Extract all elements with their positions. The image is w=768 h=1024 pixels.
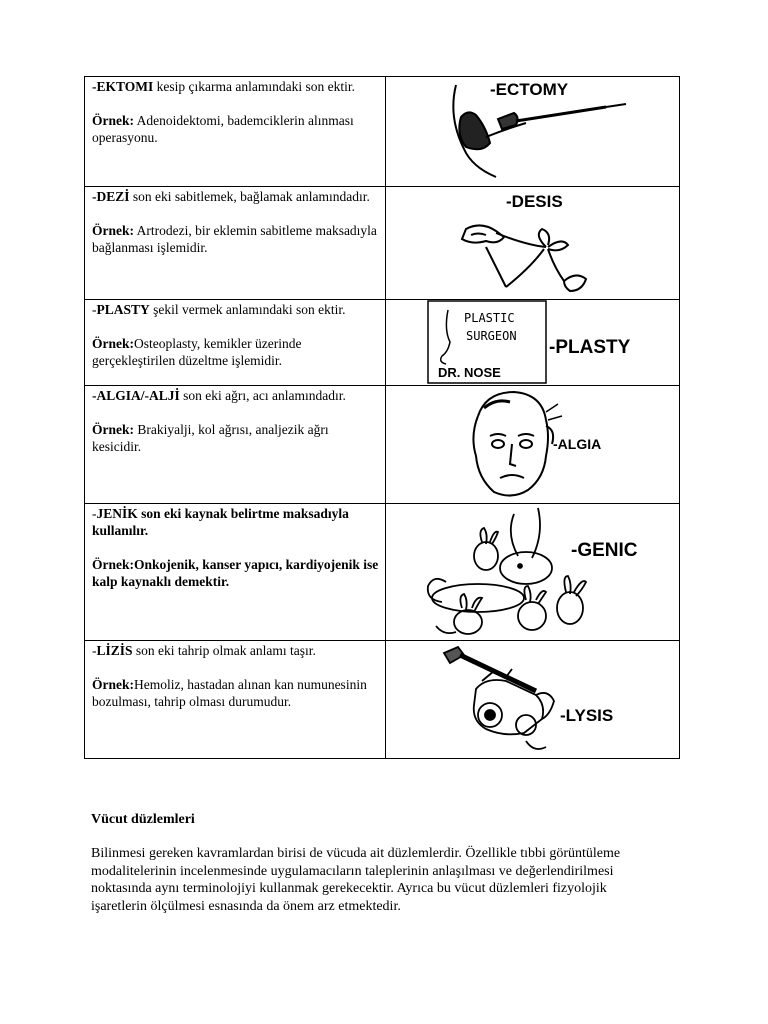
man-in-pain-face-icon (473, 392, 562, 496)
suffix-term: -ALGIA/-ALJİ (92, 388, 180, 403)
example-label: Örnek: (92, 336, 134, 351)
section-body: Bilinmesi gereken kavramlardan birisi de vücuda ait düzlemlerdir. Özellikle tıbbi görüntüleme modalitelerinin incelenmesinde uygulamacıların taleplerinin anlaşılması ve değerlendirilmesi noktasında aynı terminolojiyi kullanmak gerekecektir. Ayrıca bu vücut düzlemleri fizyolojik işaretlerin ölçülmesi esnasında da önem arz etmektedir. (91, 846, 621, 914)
suffix-table (84, 76, 680, 759)
definition-cell (85, 641, 386, 758)
rabbits-icon (428, 508, 586, 634)
example-text: Onkojenik, kanser yapıcı, kardiyojenik ise kalp kaynaklı demektir. (92, 557, 379, 589)
sign-line-1: PLASTIC (464, 311, 515, 325)
example-text: Artrodezi, bir eklemin sabitleme maksadıyla bağlanması işlemidir. (92, 223, 377, 255)
illustration-cell (386, 641, 679, 758)
suffix-prefix: - (92, 506, 97, 521)
suffix-meaning: son eki sabitlemek, bağlamak anlamındadır. (129, 189, 370, 204)
suffix-meaning: şekil vermek anlamındaki son ektir. (149, 302, 346, 317)
suffix-row-algia (85, 385, 679, 503)
definition-cell (85, 300, 386, 385)
suffix-prefix: - (92, 302, 97, 317)
suffix-meaning: son eki ağrı, acı anlamındadır. (179, 388, 346, 403)
example-text: Brakiyalji, kol ağrısı, analjezik ağrı kesicidir. (92, 422, 329, 454)
illustration-cell (386, 77, 679, 186)
suffix-row-plasty (85, 299, 679, 385)
suffix-meaning: kesip çıkarma anlamındaki son ektir. (153, 79, 355, 94)
car-crash-icon (444, 647, 554, 749)
illustration-cell (386, 187, 679, 299)
suffix-row-dezi (85, 186, 679, 299)
suffix-term: PLASTY (96, 302, 150, 317)
definition-cell (85, 77, 386, 186)
illustration-cell (386, 386, 679, 503)
suffix-term: -EKTOMI (92, 79, 154, 94)
illustration-label: -ECTOMY (490, 80, 569, 99)
illustration-cell (386, 300, 679, 385)
example-label: Örnek: (92, 557, 134, 572)
suffix-term: -DEZİ (92, 189, 130, 204)
illustration-label: -DESIS (506, 192, 563, 211)
example-label: Örnek: (92, 677, 134, 692)
definition-cell (85, 504, 386, 640)
plastic-surgeon-sign-icon (428, 301, 546, 383)
example-text: Adenoidektomi, bademciklerin alınması operasyonu. (92, 113, 354, 145)
sign-line-2: SURGEON (466, 329, 517, 343)
suffix-meaning: son eki tahrip olmak anlamı taşır. (132, 643, 316, 658)
section-title: Vücut düzlemleri (91, 812, 195, 827)
example-text: Hemoliz, hastadan alınan kan numunesinin bozulması, tahrip olması durumudur. (92, 677, 367, 709)
suffix-term: JENİK son eki kaynak belirtme maksadıyla kullanılır. (92, 506, 349, 538)
example-label: Örnek: (92, 223, 134, 238)
suffix-row-ektomi (85, 77, 679, 186)
example-text: Osteoplasty, kemikler üzerinde gerçekleştirilen düzeltme işlemidir. (92, 336, 302, 368)
example-label: Örnek: (92, 113, 134, 128)
suffix-row-lizis (85, 640, 679, 758)
definition-cell (85, 386, 386, 503)
definition-cell (85, 187, 386, 299)
illustration-label: -GENIC (571, 540, 638, 561)
suffix-row-jenik (85, 503, 679, 640)
example-label: Örnek: (92, 422, 134, 437)
illustration-label: -PLASTY (549, 337, 631, 358)
hands-tying-bow-icon (462, 225, 586, 291)
illustration-label: -LYSIS (560, 706, 614, 725)
suffix-prefix: - (92, 643, 97, 658)
illustration-label: -ALGIA (553, 436, 602, 452)
illustration-cell (386, 504, 679, 640)
suffix-term: LİZİS (96, 643, 133, 658)
sign-name: DR. NOSE (438, 365, 501, 380)
